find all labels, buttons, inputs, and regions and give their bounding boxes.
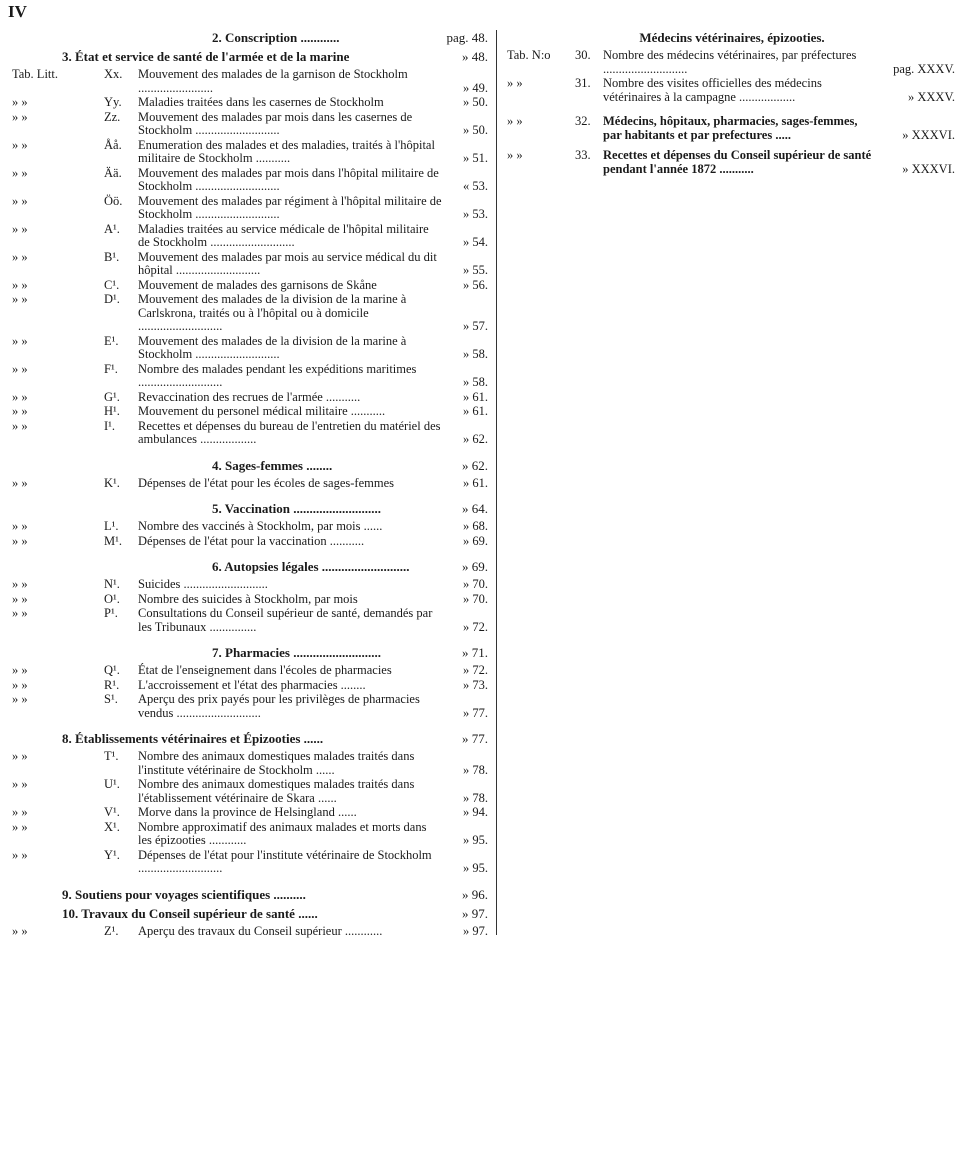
section-heading <box>62 731 490 750</box>
table-prefix: » » <box>12 249 28 264</box>
table-letter: 30. <box>575 48 591 62</box>
entry-title: Enumeration des malades et des maladies, traités à l'hôpital militaire de Stockholm ........... <box>138 137 435 165</box>
toc-entry <box>12 819 490 848</box>
table-letter: H¹. <box>104 404 120 418</box>
table-prefix: » » <box>12 749 28 763</box>
toc-entry <box>12 519 490 534</box>
entry-title: Suicides ........................... <box>138 577 268 591</box>
table-prefix: » » <box>12 361 28 376</box>
table-letter: R¹. <box>104 677 120 692</box>
table-letter: U¹. <box>104 777 120 791</box>
entry-title: Nombre des visites officielles des médecins vétérinaires à la campagne .................. <box>603 76 822 104</box>
page-ref: « 53. <box>463 179 488 193</box>
toc-entry <box>12 577 490 592</box>
entry-title: Mouvement des malades de la division de la marine à Carlskrona, traités ou à l'hôpital ou à domicile ........................... <box>138 292 407 333</box>
toc-entry <box>12 249 490 278</box>
section-title: 8. Établissements vétérinaires et Épizooties ...... <box>62 731 324 746</box>
spacer <box>62 491 490 501</box>
toc-entry <box>12 389 490 405</box>
entry-title: Mouvement des malades par mois dans les casernes de Stockholm ........................... <box>138 109 413 137</box>
entry-title: Dépenses de l'état pour la vaccination ........... <box>138 533 365 548</box>
page-ref: » 56. <box>463 277 488 292</box>
table-prefix: » » <box>12 95 28 109</box>
page-ref: » 53. <box>463 207 488 221</box>
table-letter: Xx. <box>104 67 123 81</box>
toc-entry <box>12 109 490 138</box>
table-prefix: » » <box>12 847 28 862</box>
table-letter: Z¹. <box>104 923 119 938</box>
toc-entry <box>12 361 490 390</box>
table-letter: L¹. <box>104 519 119 533</box>
entry-title: Nombre des médecins vétérinaires, par préfectures ........................... <box>603 48 857 76</box>
entry-title: Mouvement des malades de la division de la marine à Stockholm ........................... <box>138 333 407 361</box>
page-ref: » 69. <box>463 533 488 548</box>
page-ref: » 69. <box>462 559 488 574</box>
entry-title: Mouvement des malades par mois au service médical du dit hôpital ........................... <box>138 249 437 277</box>
section-title: 4. Sages-femmes ........ <box>212 457 333 473</box>
table-prefix: » » <box>12 923 28 938</box>
page-ref: » 58. <box>463 347 488 361</box>
table-letter: Öö. <box>104 193 123 208</box>
page-ref: » 70. <box>463 577 488 591</box>
page-ref: » 78. <box>463 790 488 805</box>
page-ref: » 95. <box>463 861 488 875</box>
toc-entry <box>12 606 490 634</box>
toc-entry <box>12 749 490 777</box>
entry-title: Nombre des animaux domestiques malades traités dans l'institute vétérinaire de Stockholm ...... <box>138 749 415 777</box>
entry-title: Mouvement du personel médical militaire ........... <box>138 404 386 418</box>
page-ref: » 78. <box>463 762 488 777</box>
entry-title: Aperçu des travaux du Conseil supérieur ............ <box>138 923 383 938</box>
entry-title: Nombre des animaux domestiques malades traités dans l'établissement vétérinaire de Skara ...... <box>138 777 415 805</box>
table-letter: C¹. <box>104 277 120 292</box>
table-prefix: » » <box>12 277 28 292</box>
toc-entry <box>507 149 957 176</box>
entry-title: Consultations du Conseil supérieur de santé, demandés par les Tribunaux ............... <box>138 606 433 634</box>
table-prefix: » » <box>12 533 28 548</box>
table-letter: Zz. <box>104 109 121 124</box>
page-ref: » 61. <box>463 404 488 418</box>
entry-title: L'accroissement et l'état des pharmacies ........ <box>138 677 366 692</box>
toc-entry <box>12 277 490 293</box>
toc-entry <box>12 137 490 166</box>
section-heading <box>507 30 957 49</box>
page-ref: » XXXVI. <box>902 127 955 142</box>
table-letter: G¹. <box>104 389 120 404</box>
table-prefix: » » <box>12 677 28 692</box>
page-ref: » 48. <box>462 49 488 64</box>
table-prefix: » » <box>12 663 28 677</box>
section-heading <box>62 645 490 664</box>
page-ref: » XXXVI. <box>902 161 955 176</box>
entry-title: Mouvement des malades de la garnison de Stockholm ........................ <box>138 67 408 95</box>
section-heading <box>62 458 490 477</box>
toc-entry <box>507 115 957 142</box>
table-letter: A¹. <box>104 221 120 236</box>
section-title: 6. Autopsies légales ........................... <box>212 559 410 574</box>
page-ref: » 68. <box>463 519 488 533</box>
page-ref: » 61. <box>463 475 488 490</box>
toc-entry <box>12 418 490 447</box>
table-letter: N¹. <box>104 577 120 591</box>
table-prefix: Tab. Litt. <box>12 67 58 81</box>
section-heading <box>62 906 490 925</box>
section-title: 2. Conscription ............ <box>212 30 340 45</box>
spacer <box>62 448 490 458</box>
table-prefix: » » <box>12 606 28 620</box>
page-ref: pag. XXXV. <box>893 61 955 76</box>
table-letter: K¹. <box>104 475 120 490</box>
page-ref: » 51. <box>463 151 488 165</box>
section-heading <box>62 49 490 68</box>
page-number: IV <box>8 2 27 21</box>
page-ref: » 61. <box>463 389 488 404</box>
table-letter: Y¹. <box>104 847 120 862</box>
page-ref: » 55. <box>463 263 488 277</box>
toc-entry <box>12 475 490 491</box>
page-ref: » 73. <box>463 677 488 692</box>
table-letter: P¹. <box>104 606 118 620</box>
entry-title: Revaccination des recrues de l'armée ........... <box>138 389 361 404</box>
table-letter: S¹. <box>104 692 118 706</box>
entry-title: Nombre approximatif des animaux malades et morts dans les épizooties ............ <box>138 819 427 847</box>
toc-right-column <box>507 30 957 177</box>
table-prefix: » » <box>12 193 28 208</box>
page-ref: » 96. <box>462 886 488 902</box>
table-letter: 33. <box>575 148 591 162</box>
table-prefix: » » <box>12 805 28 819</box>
toc-entry <box>12 677 490 693</box>
page-ref: » 70. <box>463 591 488 606</box>
page-ref: » 57. <box>463 319 488 333</box>
table-prefix: » » <box>12 333 28 348</box>
table-prefix: » » <box>12 577 28 591</box>
entry-title: Recettes et dépenses du Conseil supérieur de santé pendant l'année 1872 ........... <box>603 148 872 176</box>
table-letter: Ää. <box>104 165 122 180</box>
table-prefix: » » <box>507 114 523 128</box>
section-heading <box>62 887 490 906</box>
table-letter: V¹. <box>104 805 120 819</box>
entry-title: Mouvement des malades par régiment à l'hôpital militaire de Stockholm ........................... <box>138 193 442 221</box>
entry-title: Morve dans la province de Helsingland ...... <box>138 805 357 819</box>
entry-title: Maladies traitées dans les casernes de Stockholm <box>138 95 384 109</box>
entry-title: Médecins, hôpitaux, pharmacies, sages-femmes, par habitants et par prefectures ..... <box>603 114 858 142</box>
table-letter: M¹. <box>104 533 122 548</box>
table-letter: B¹. <box>104 249 120 264</box>
section-heading <box>62 30 490 49</box>
spacer <box>62 549 490 559</box>
toc-entry <box>12 533 490 549</box>
toc-entry <box>12 847 490 876</box>
table-prefix: » » <box>12 519 28 533</box>
toc-entry <box>12 67 490 95</box>
page-ref: » 95. <box>463 833 488 847</box>
table-prefix: » » <box>12 109 28 124</box>
table-prefix: » » <box>12 221 28 236</box>
table-prefix: » » <box>12 137 28 152</box>
table-prefix: » » <box>12 389 28 404</box>
page-ref: » 71. <box>462 645 488 660</box>
page-ref: » 49. <box>463 80 488 95</box>
entry-title: Maladies traitées au service médicale de l'hôpital militaire de Stockholm ........................... <box>138 221 429 249</box>
section-title: 7. Pharmacies ........................... <box>212 645 381 660</box>
table-letter: Yy. <box>104 95 122 109</box>
toc-entry <box>12 333 490 362</box>
toc-left-column <box>12 30 490 939</box>
toc-entry <box>12 663 490 678</box>
table-letter: 31. <box>575 76 591 90</box>
section-title: 10. Travaux du Conseil supérieur de santé ...... <box>62 905 318 921</box>
spacer <box>62 877 490 887</box>
page-ref: pag. 48. <box>446 30 488 45</box>
page-ref: » 62. <box>463 432 488 446</box>
toc-entry <box>12 404 490 419</box>
toc-entry <box>12 777 490 805</box>
section-title: 9. Soutiens pour voyages scientifiques .......... <box>62 886 306 902</box>
table-letter: O¹. <box>104 591 120 606</box>
page-ref: » 58. <box>463 375 488 389</box>
page-ref: » 72. <box>463 619 488 634</box>
page-ref: » 97. <box>462 905 488 921</box>
table-letter: F¹. <box>104 361 118 376</box>
table-prefix: » » <box>12 292 28 306</box>
toc-entry <box>12 165 490 194</box>
table-prefix: » » <box>12 418 28 433</box>
section-title: 3. État et service de santé de l'armée et de la marine <box>62 49 350 64</box>
table-prefix: » » <box>12 404 28 418</box>
toc-entry <box>12 805 490 820</box>
section-title: Médecins vétérinaires, épizooties. <box>639 30 825 45</box>
entry-title: Dépenses de l'état pour l'institute vétérinaire de Stockholm ........................... <box>138 847 432 875</box>
section-heading <box>62 501 490 520</box>
table-letter: D¹. <box>104 292 120 306</box>
page-ref: » 62. <box>462 457 488 473</box>
spacer <box>62 721 490 731</box>
entry-title: Dépenses de l'état pour les écoles de sages-femmes <box>138 475 394 490</box>
toc-entry <box>12 193 490 222</box>
table-prefix: » » <box>507 76 523 90</box>
page-ref: » 50. <box>463 123 488 137</box>
toc-entry <box>507 49 957 76</box>
entry-title: Nombre des malades pendant les expéditions maritimes ........................... <box>138 361 417 389</box>
table-prefix: » » <box>12 777 28 791</box>
entry-title: Mouvement de malades des garnisons de Skåne <box>138 277 377 292</box>
toc-entry <box>12 692 490 720</box>
table-prefix: » » <box>12 692 28 706</box>
toc-entry <box>12 95 490 110</box>
entry-title: Recettes et dépenses du bureau de l'entretien du matériel des ambulances .................. <box>138 418 441 446</box>
entry-title: État de l'enseignement dans l'écoles de pharmacies <box>138 663 392 677</box>
spacer <box>62 635 490 645</box>
page-ref: » 77. <box>463 705 488 720</box>
table-prefix: » » <box>12 475 28 490</box>
table-letter: T¹. <box>104 749 119 763</box>
toc-entry <box>12 591 490 607</box>
toc-entry <box>507 77 957 104</box>
page-ref: » 77. <box>462 731 488 746</box>
table-letter: Åå. <box>104 137 122 152</box>
entry-title: Nombre des vaccinés à Stockholm, par mois ...... <box>138 519 383 533</box>
table-prefix: » » <box>12 819 28 834</box>
section-title: 5. Vaccination ........................... <box>212 501 382 516</box>
toc-entry <box>12 292 490 334</box>
table-prefix: » » <box>12 165 28 180</box>
entry-title: Mouvement des malades par mois dans l'hôpital militaire de Stockholm ........................... <box>138 165 439 193</box>
toc-entry <box>12 221 490 250</box>
page-ref: » 94. <box>463 805 488 819</box>
column-divider <box>496 30 497 935</box>
table-prefix: » » <box>12 591 28 606</box>
entry-title: Nombre des suicides à Stockholm, par mois <box>138 591 358 606</box>
page-ref: » 50. <box>463 95 488 109</box>
page-ref: » 54. <box>463 235 488 249</box>
page-ref: » 64. <box>462 501 488 516</box>
table-letter: X¹. <box>104 819 120 834</box>
table-letter: I¹. <box>104 418 116 433</box>
page-ref: » XXXV. <box>908 89 955 104</box>
table-letter: 32. <box>575 114 591 128</box>
page-ref: » 97. <box>463 923 488 938</box>
section-heading <box>62 559 490 578</box>
table-prefix: » » <box>507 148 523 162</box>
table-prefix: Tab. N:o <box>507 48 551 62</box>
toc-entry <box>12 923 490 939</box>
entry-title: Aperçu des prix payés pour les privilèges de pharmacies vendus ........................... <box>138 692 420 720</box>
page-ref: » 72. <box>463 663 488 677</box>
table-letter: Q¹. <box>104 663 120 677</box>
table-letter: E¹. <box>104 333 119 348</box>
